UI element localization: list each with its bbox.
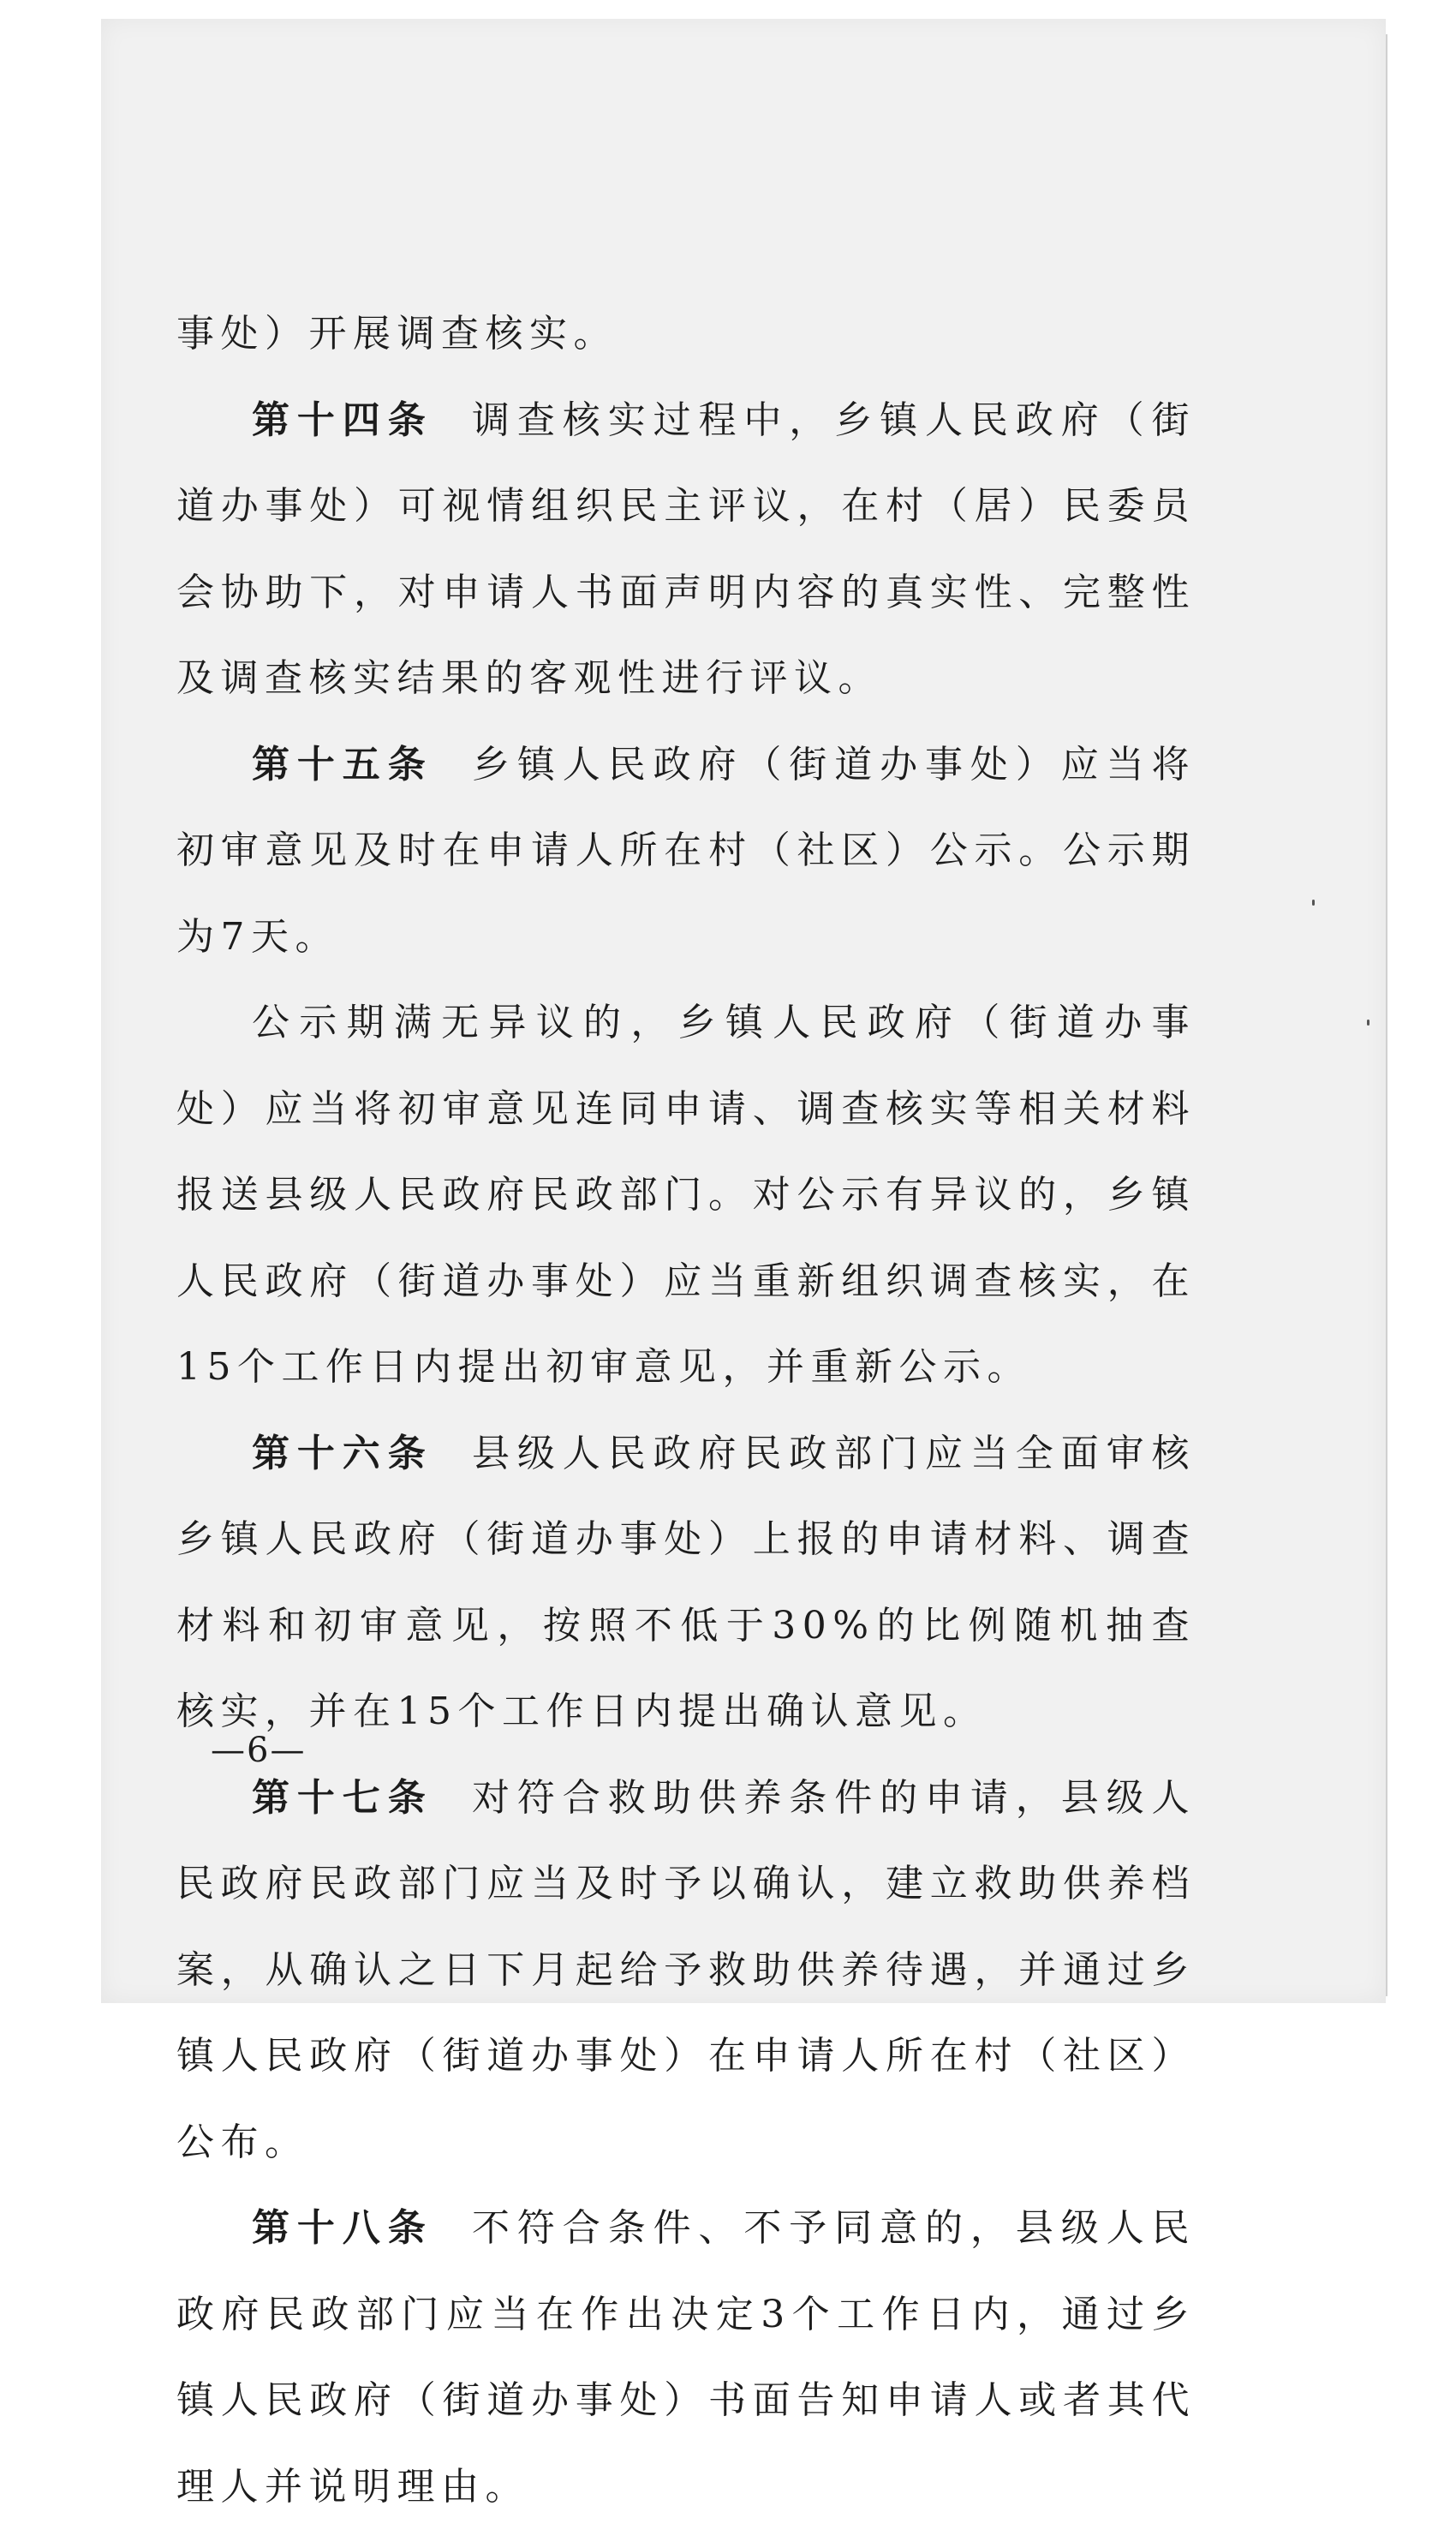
article-15-paragraph-2 [176, 980, 1196, 1411]
scan-speck [1367, 1020, 1369, 1026]
article-heading: 第十七条 [252, 1775, 433, 1820]
article-15 [176, 722, 1196, 981]
paragraph-continuation [176, 291, 1196, 378]
article-text: 乡镇人民政府（街道办事处）应当将初审意见及时在申请人所在村（社区）公示。公示期为7天。 [176, 742, 1196, 959]
page-number: —6— [211, 1731, 307, 1770]
article-text: 不符合条件、不予同意的，县级人民政府民政部门应当在作出决定3个工作日内，通过乡镇人民政府（街道办事处）书面告知申请人或者其代理人并说明理由。 [176, 2206, 1196, 2509]
document-body [176, 291, 1196, 2530]
article-text: 调查核实过程中，乡镇人民政府（街道办事处）可视情组织民主评议，在村（居）民委员会协助下，对申请人书面声明内容的真实性、完整性及调查核实结果的客观性进行评议。 [176, 398, 1196, 700]
paper-edge [1386, 34, 1387, 1996]
paragraph-text: 公示期满无异议的，乡镇人民政府（街道办事处）应当将初审意见连同申请、调查核实等相关材料报送县级人民政府民政部门。对公示有异议的，乡镇人民政府（街道办事处）应当重新组织调查核实，在15个工作日内提出初审意见，并重新公示。 [176, 1001, 1196, 1389]
article-text: 对符合救助供养条件的申请，县级人民政府民政部门应当及时予以确认，建立救助供养档案，从确认之日下月起给予救助供养待遇，并通过乡镇人民政府（街道办事处）在申请人所在村（社区）公布。 [176, 1775, 1196, 2164]
article-17 [176, 1755, 1196, 2186]
article-heading: 第十五条 [252, 742, 433, 787]
article-heading: 第十四条 [252, 398, 433, 442]
paragraph-text: 事处）开展调查核实。 [176, 312, 618, 356]
scan-speck [1312, 900, 1315, 906]
article-18 [176, 2186, 1196, 2530]
article-heading: 第十六条 [252, 1431, 433, 1475]
article-heading: 第十八条 [252, 2206, 433, 2250]
article-text: 县级人民政府民政部门应当全面审核乡镇人民政府（街道办事处）上报的申请材料、调查材料和初审意见，按照不低于30%的比例随机抽查核实，并在15个工作日内提出确认意见。 [176, 1431, 1196, 1733]
article-14 [176, 378, 1196, 722]
article-16 [176, 1411, 1196, 1755]
